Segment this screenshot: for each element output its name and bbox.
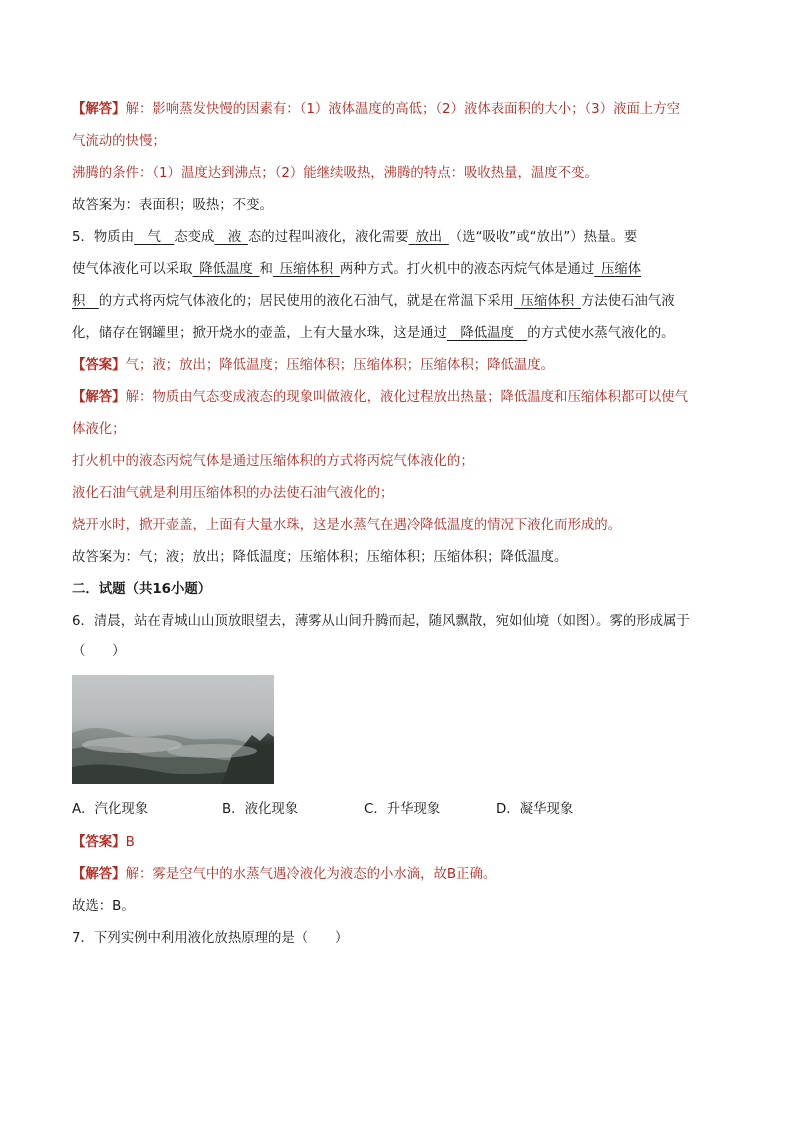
q6-stem-line2: （ ） — [72, 644, 126, 659]
mountain-silhouette — [72, 675, 274, 784]
explanation-text: 解：物质由气态变成液态的现象叫做液化，液化过程放出热量；降低温度和压缩体积都可以使气 — [125, 390, 688, 405]
fill-blank: 降低温度 — [460, 326, 514, 341]
q6-explanation — [72, 865, 496, 885]
fill-blank: 降低温度 — [199, 262, 253, 277]
explanation-tag: 【解答】 — [72, 390, 126, 405]
q5-stem-line1 — [72, 228, 637, 248]
q4-explanation-line1 — [72, 100, 680, 120]
fill-blank: 压缩体积 — [520, 294, 575, 309]
q4-answer: 故答案为：表面积；吸热；不变。 — [72, 198, 273, 213]
q6-choice: 故选：B。 — [72, 899, 135, 914]
fill-blank: 气 — [147, 230, 161, 245]
stem-text: 态变成 — [174, 230, 215, 245]
explanation-text: 解：影响蒸发快慢的因素有：（1）液体温度的高低；（2）液体表面积的大小；（3）液面上方空 — [125, 102, 681, 117]
stem-text: 方法使石油气液 — [580, 294, 675, 309]
stem-text: 和 — [259, 262, 273, 277]
q5-stem-line2 — [72, 260, 641, 280]
q4-boiling-text: 沸腾的条件：（1）温度达到沸点；（2）能继续吸热，沸腾的特点：吸收热量，温度不变。 — [72, 166, 598, 181]
explanation-text: 解：雾是空气中的水蒸气遇冷液化为液态的小水滴，故B正确。 — [125, 867, 497, 882]
answer-tag: 【答案】 — [72, 835, 126, 850]
q5-explanation-line2: 体液化； — [72, 422, 126, 437]
q7-stem: 7．下列实例中利用液化放热原理的是（ ） — [72, 931, 349, 946]
answer-text: 气；液；放出；降低温度；压缩体积；压缩体积；压缩体积；降低温度。 — [125, 358, 555, 373]
option-b: B．液化现象 — [222, 802, 299, 817]
explanation-tag: 【解答】 — [72, 867, 126, 882]
q4-explanation-line2: 气流动的快慢； — [72, 134, 166, 149]
q5-final-answer: 故答案为：气；液；放出；降低温度；压缩体积；压缩体积；压缩体积；降低温度。 — [72, 550, 568, 565]
q5-explanation-line3: 打火机中的液态丙烷气体是通过压缩体积的方式将丙烷气体液化的； — [72, 454, 474, 469]
stem-text: 两种方式。打火机中的液态丙烷气体是通过 — [339, 262, 595, 277]
stem-text: 使气体液化可以采取 — [72, 262, 193, 277]
fill-blank: 压缩体积 — [279, 262, 334, 277]
option-c: C．升华现象 — [364, 802, 441, 817]
q5-explanation-line5: 烧开水时，掀开壶盖，上面有大量水珠，这是水蒸气在遇冷降低温度的情况下液化而形成的。 — [72, 518, 622, 533]
foggy-mountain-photo — [72, 675, 274, 784]
q6-answer-key — [72, 833, 135, 853]
stem-text: （选“吸收”或“放出”）热量。要 — [448, 230, 638, 245]
option-a: A．汽化现象 — [72, 802, 149, 817]
q5-answer-key — [72, 356, 554, 376]
fill-blank: 积 — [72, 294, 86, 309]
stem-text: 5．物质由 — [72, 230, 135, 245]
fill-blank: 压缩体 — [600, 262, 642, 277]
q5-stem-line4 — [72, 324, 675, 344]
answer-text: B — [125, 835, 135, 850]
section-heading: 二．试题（共16小题） — [72, 582, 212, 597]
q5-explanation-line1 — [72, 388, 688, 408]
stem-text: 化，储存在钢罐里；掀开烧水的壶盖，上有大量水珠，这是通过 — [72, 326, 447, 341]
q6-stem-line1: 6．清晨，站在青城山山顶放眼望去，薄雾从山间升腾而起，随风飘散，宛如仙境（如图）。雾的形成属于 — [72, 614, 690, 629]
answer-tag: 【答案】 — [72, 358, 126, 373]
q5-explanation-line4: 液化石油气就是利用压缩体积的办法使石油气液化的； — [72, 486, 394, 501]
fill-blank: 液 — [227, 230, 242, 245]
stem-text: 态的过程叫液化，液化需要 — [247, 230, 409, 245]
q5-stem-line3 — [72, 292, 675, 312]
option-d: D．凝华现象 — [496, 802, 574, 817]
stem-text: 的方式将丙烷气体液化的；居民使用的液化石油气，就是在常温下采用 — [98, 294, 514, 309]
stem-text: 的方式使水蒸气液化的。 — [527, 326, 675, 341]
explanation-tag: 【解答】 — [72, 102, 126, 117]
fill-blank: 放出 — [415, 230, 443, 245]
